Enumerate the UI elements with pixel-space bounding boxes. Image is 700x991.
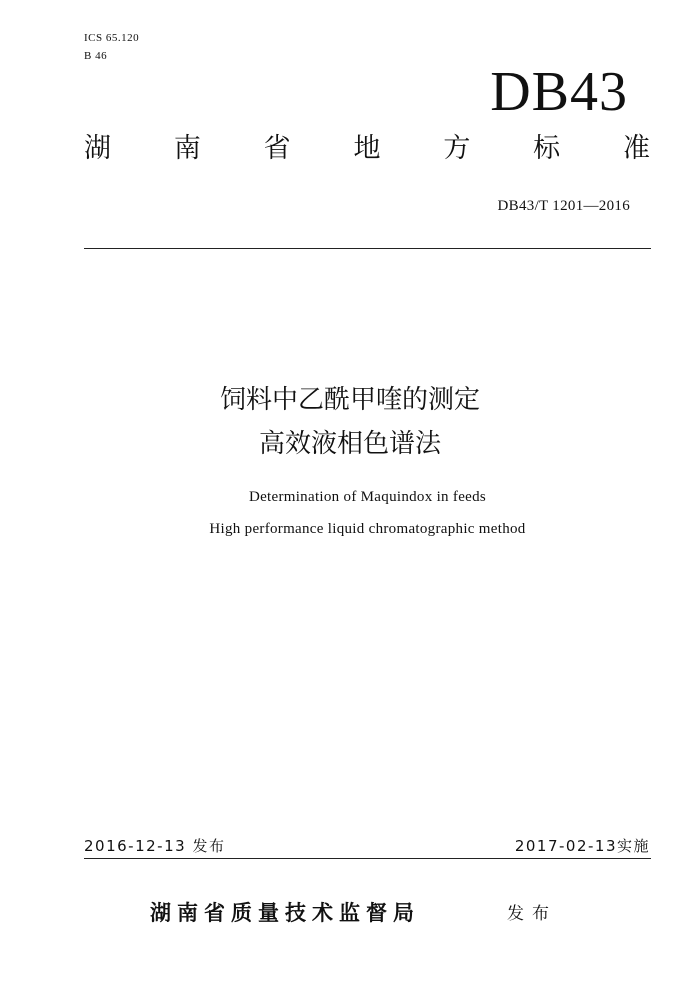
title-cn-line1: 饲料中乙酰甲喹的测定 bbox=[219, 385, 480, 415]
bottom-divider bbox=[84, 858, 651, 859]
issue-date: 2016-12-13 发布 bbox=[84, 837, 226, 855]
publisher: 湖南省质量技术监督局 bbox=[150, 901, 420, 925]
standard-type-char: 湖 bbox=[84, 133, 111, 164]
title-en-line1: Determination of Maquindox in feeds bbox=[248, 489, 487, 505]
top-divider bbox=[84, 248, 651, 249]
standard-type-char: 南 bbox=[173, 133, 201, 164]
standard-type-char: 标 bbox=[533, 133, 561, 164]
title-cn-line2: 高效液相色谱法 bbox=[258, 429, 441, 459]
standard-type bbox=[84, 133, 650, 165]
standard-type-char: 省 bbox=[263, 133, 291, 164]
standard-type-char: 地 bbox=[353, 133, 381, 164]
standard-number: DB43/T 1201—2016 bbox=[497, 198, 630, 214]
ccs-code: B 46 bbox=[84, 50, 108, 62]
implementation-date: 2017-02-13实施 bbox=[514, 837, 650, 855]
standard-type-char: 准 bbox=[622, 133, 650, 164]
title-en-line2: High performance liquid chromatographic method bbox=[209, 521, 526, 537]
ics-code: ICS 65.120 bbox=[84, 32, 140, 44]
standard-type-char: 方 bbox=[443, 133, 471, 164]
standard-mark: DB43 bbox=[490, 61, 628, 123]
publish-label: 发布 bbox=[507, 904, 557, 924]
